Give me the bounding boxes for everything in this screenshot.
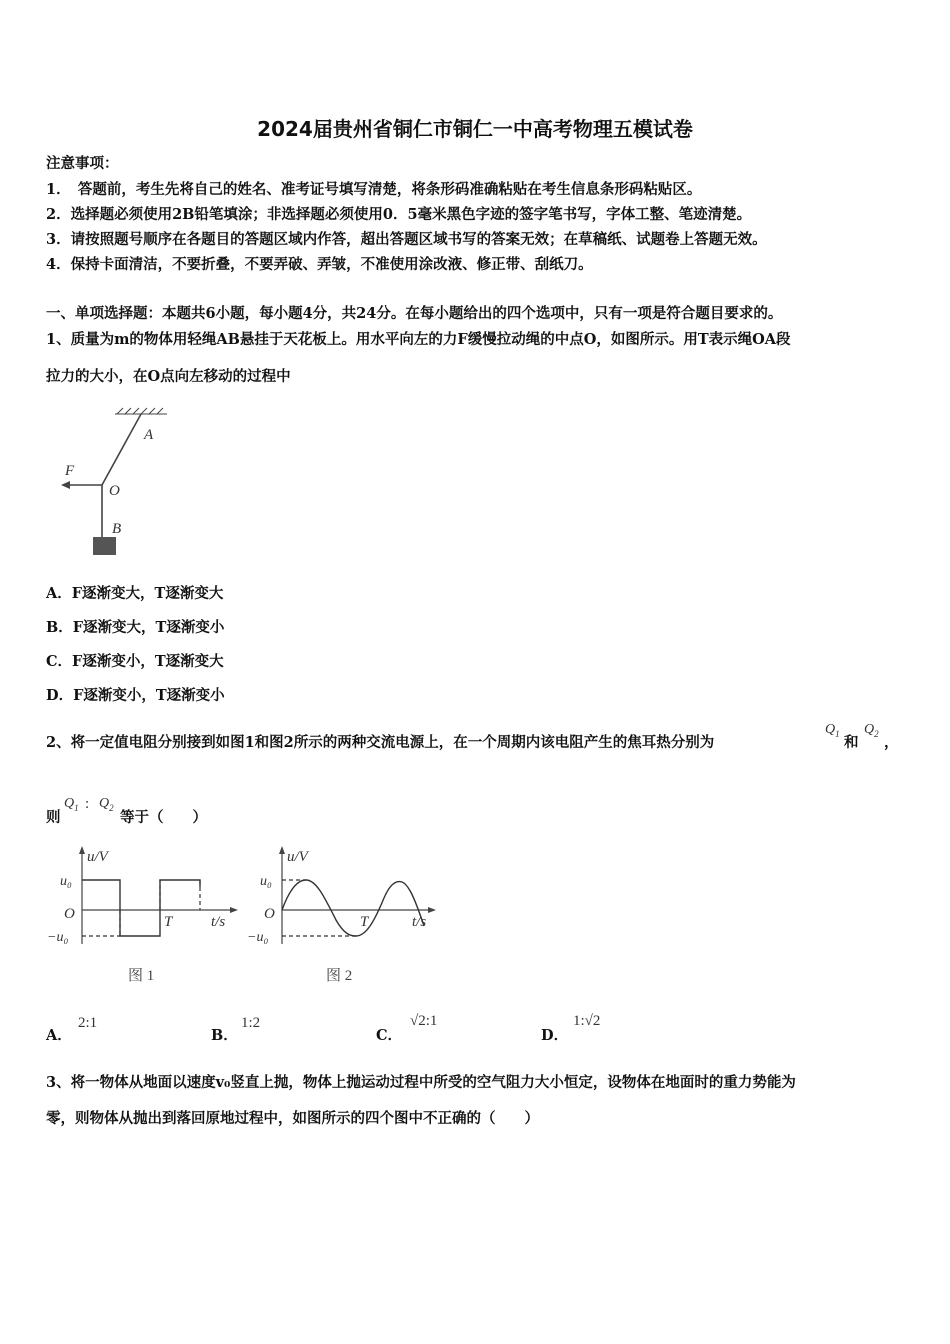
q1-stem-line2: 拉力的大小，在O点向左移动的过程中 bbox=[46, 368, 291, 385]
label-b: B bbox=[112, 521, 122, 537]
hanging-block bbox=[93, 537, 116, 555]
g2-x-arrowhead bbox=[428, 907, 436, 913]
q2-comma: ， bbox=[884, 734, 899, 751]
q2-option-c-value: √2:1 bbox=[410, 1013, 438, 1029]
q2-stem-line1: 2、将一定值电阻分别接到如图1和图2所示的两种交流电源上，在一个周期内该电阻产生的焦耳热分别为 bbox=[46, 734, 715, 751]
g1-ylabel: u/V bbox=[87, 849, 108, 865]
g1-period-label: T bbox=[164, 914, 173, 930]
q2-symbol-q2: $Q_2$ bbox=[864, 722, 879, 739]
q1-option-c: C．F逐渐变小，T逐渐变大 bbox=[46, 653, 224, 670]
q1-option-b: B．F逐渐变大，T逐渐变小 bbox=[46, 619, 225, 636]
g2-ylabel: u/V bbox=[287, 849, 308, 865]
q2-option-a-letter: A． bbox=[46, 1027, 72, 1044]
q2-option-b-value: 1:2 bbox=[241, 1015, 261, 1031]
g1-origin-label: O bbox=[64, 906, 75, 922]
g2-sine-wave bbox=[282, 880, 427, 936]
q2-option-d-letter: D． bbox=[541, 1027, 569, 1044]
q2-ratio-q1: $Q_1$ bbox=[64, 796, 79, 813]
rope-oa bbox=[102, 414, 141, 485]
q2-and-text: 和 bbox=[844, 734, 859, 751]
page-title: 2024届贵州省铜仁市铜仁一中高考物理五模试卷 bbox=[257, 117, 693, 141]
notice-item-1: 1． 答题前，考生先将自己的姓名、准考证号填写清楚，将条形码准确粘贴在考生信息条形码粘贴区。 bbox=[46, 181, 702, 198]
q2-option-d-value: 1:√2 bbox=[573, 1013, 601, 1029]
force-arrowhead bbox=[61, 481, 70, 489]
section-heading: 一、单项选择题：本题共6小题，每小题4分，共24分。在每小题给出的四个选项中，只有一项是符合题目要求的。 bbox=[46, 305, 783, 322]
g2-y-arrowhead bbox=[279, 846, 285, 854]
q2-graph-2 bbox=[238, 840, 448, 990]
notice-item-4: 4．保持卡面清洁，不要折叠，不要弄破、弄皱，不准使用涂改液、修正带、刮纸刀。 bbox=[46, 256, 593, 273]
label-o: O bbox=[109, 483, 120, 499]
q2-graph-1 bbox=[40, 840, 250, 990]
q2-then-text: 则 bbox=[46, 809, 61, 826]
q1-stem-line1: 1、质量为m的物体用轻绳AB悬挂于天花板上。用水平向左的力F缓慢拉动绳的中点O，如图所示。用T表示绳OA段 bbox=[46, 331, 791, 348]
label-a: A bbox=[144, 427, 154, 443]
g2-neg-u0-label: −u₀ bbox=[247, 930, 269, 945]
q2-symbol-q1: $Q_1$ bbox=[825, 722, 840, 739]
q2-ratio-colon: : bbox=[85, 796, 90, 812]
q2-option-c-letter: C． bbox=[376, 1027, 403, 1044]
notice-item-3: 3．请按照题号顺序在各题目的答题区域内作答，超出答题区域书写的答案无效；在草稿纸、试题卷上答题无效。 bbox=[46, 231, 767, 248]
q2-ratio-q2: $Q_2$ bbox=[99, 796, 114, 813]
q2-option-a-value: 2:1 bbox=[78, 1015, 98, 1031]
q1-option-a: A．F逐渐变大，T逐渐变大 bbox=[46, 585, 224, 602]
q3-stem-line2: 零，则物体从抛出到落回原地过程中，如图所示的四个图中不正确的（ ） bbox=[46, 1110, 539, 1127]
g1-u0-label: u₀ bbox=[60, 874, 72, 889]
q2-option-b-letter: B． bbox=[211, 1027, 238, 1044]
ceiling-hatch bbox=[115, 408, 167, 414]
g1-x-arrowhead bbox=[230, 907, 238, 913]
g2-xlabel: t/s bbox=[412, 914, 427, 930]
q1-option-d: D．F逐渐变小，T逐渐变小 bbox=[46, 687, 225, 704]
g1-neg-u0-label: −u₀ bbox=[47, 930, 69, 945]
g1-square-wave bbox=[82, 880, 200, 936]
label-f: F bbox=[65, 463, 75, 479]
q1-rope-figure bbox=[55, 405, 185, 565]
g1-y-arrowhead bbox=[79, 846, 85, 854]
notice-item-2: 2．选择题必须使用2B铅笔填涂；非选择题必须使用0．5毫米黑色字迹的签字笔书写，字体工整、笔迹清楚。 bbox=[46, 206, 752, 223]
g1-caption: 图 1 bbox=[128, 968, 155, 984]
q2-equals-text: 等于（ ） bbox=[120, 809, 207, 826]
g2-origin-label: O bbox=[264, 906, 275, 922]
g1-xlabel: t/s bbox=[211, 914, 226, 930]
q3-stem-line1: 3、将一物体从地面以速度v₀竖直上抛，物体上抛运动过程中所受的空气阻力大小恒定，设物体在地面时的重力势能为 bbox=[46, 1074, 796, 1091]
g2-u0-label: u₀ bbox=[260, 874, 272, 889]
g2-caption: 图 2 bbox=[326, 968, 353, 984]
g2-period-label: T bbox=[360, 914, 369, 930]
notice-heading: 注意事项： bbox=[46, 155, 119, 172]
